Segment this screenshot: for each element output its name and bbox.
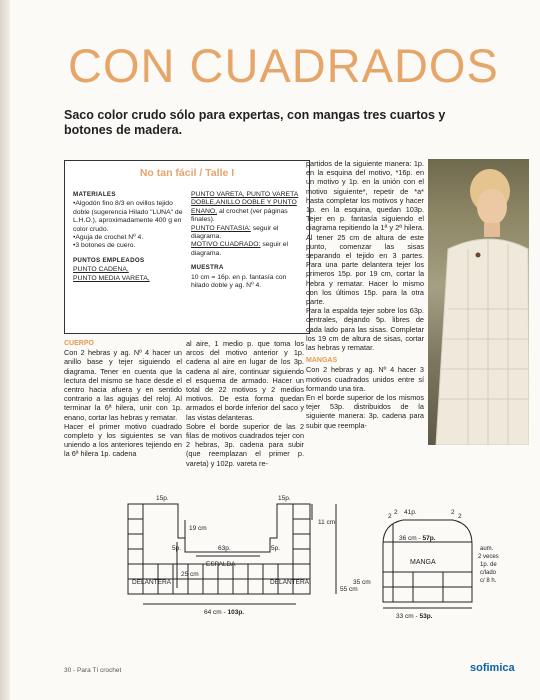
dim-2-c: 2 [451, 509, 455, 516]
section-heading-cuerpo: CUERPO [64, 340, 94, 347]
body-column-3 [306, 159, 424, 430]
materials-column [73, 191, 185, 283]
dim-19cm: 19 cm [189, 525, 207, 532]
label-manga: MANGA [410, 559, 436, 566]
body-column-2 [186, 339, 304, 468]
dim-63p: 63p. [218, 545, 231, 552]
page-title: CON CUADRADOS [68, 39, 499, 92]
info-box [64, 160, 310, 334]
body-and-sleeve-schematic [48, 484, 518, 649]
cuerpo-paragraph-2: Hacer el primer motivo cuadrado completo y los siguientes se van uniendo a los anteriores tejiendo en la 6ª hilera 1p. cadena [64, 421, 182, 459]
model-photo-illustration [428, 159, 529, 445]
stitch-motivo: MOTIVO CUADRADO: [191, 241, 261, 249]
mangas-paragraph-2: En el borde superior de los mismos tejer 53p. distribuidos de la siguiente manera: 3p. cadena para subir que reempla- [306, 393, 424, 430]
dim-2-a: 2 [388, 513, 392, 520]
stitch-motivo-note: seguir el diagrama. [191, 241, 289, 257]
dim-25cm: 25 cm [181, 571, 199, 578]
dim-55cm: 55 cm [340, 586, 358, 593]
gauge-heading: MUESTRA [191, 264, 224, 272]
gauge-text: 10 cm = 16p. en p. fantasía con hilado doble y ag. Nº 4. [191, 273, 287, 290]
materials-heading: MATERIALES [73, 191, 116, 198]
dim-5p-right: 5p. [271, 545, 281, 552]
dim-33cm: 33 cm - 53p. [396, 613, 433, 620]
mangas-paragraph-1: Con 2 hebras y ag. Nº 4 hacer 3 motivos cuadrados unidos entre sí formando una tira. [306, 365, 424, 393]
section-heading-mangas: MANGAS [306, 357, 338, 365]
increase-note-1: aum. [480, 546, 494, 552]
dim-2-b: 2 [394, 509, 398, 516]
page-footer: 30 - Para Tí crochet [64, 667, 122, 674]
label-espalda: ESPALDA [206, 561, 236, 568]
increase-note-2: 2 veces [478, 554, 499, 560]
schematic-diagrams [48, 484, 518, 649]
dim-5p-left: 5p. [172, 545, 182, 552]
dim-41p: 41p. [404, 509, 417, 516]
dim-15p-left: 15p. [156, 495, 169, 502]
increase-note-4: c/lado [480, 570, 497, 576]
stitch-vareta-note: al crochet (ver páginas finales). [191, 207, 288, 224]
cuerpo-paragraph-1: Con 2 hebras y ag. Nº 4 hacer un anillo base y tejer siguiendo el diagrama. Tener en cuenta que la lectura del mismo se hace desde el centro hacia afuera y en sentido contrario a las agujas del reloj. Al terminar la 6ª hilera, unir con 1p. enano, cortar las hebras y rematar. [64, 348, 182, 422]
dim-36cm: 36 cm - 57p. [399, 535, 436, 542]
stitch-vareta: PUNTO VARETA, PUNTO VARETA DOBLE,ANILLO DOBLE Y PUNTO ENANO, [191, 191, 299, 215]
difficulty-heading: No tan fácil / Talle I [139, 167, 235, 179]
brand-watermark: sofimica [470, 662, 515, 674]
stitch-fantasia: PUNTO FANTASIA: [191, 224, 251, 232]
page-subtitle: Saco color crudo sólo para expertas, con mangas tres cuartos y botones de madera. [64, 108, 446, 137]
stitch-media-vareta: PUNTO MEDIA VARETA, [73, 274, 150, 282]
dim-64cm: 64 cm - 103p. [204, 609, 245, 616]
increase-note-5: c/ 8 h. [480, 578, 497, 584]
cuerpo-paragraph-4: Sobre el borde superior de las 2 filas de motivos cuadrados tejer con 2 hebras, 3p. cadena para subir (que reemplazan el primer p. vareta) y 102p. vareta re- [186, 421, 304, 468]
materials-text: •Algodón fino 8/3 en ovillos tejido doble (sugerencia Hilado "LUNA" de L.H.O.), aproximadamente 400 g en color crudo. [73, 200, 183, 233]
cuerpo-paragraph-3: al aire, 1 medio p. que toma los arcos del motivo anterior y 1p. cadena al aire en lugar de los 3p. cadena al aire, continuar siguiendo el esquema de armado. Hacer un total de 22 motivos y 2 medios motivos. De esta forma quedan armados el borde inferior del saco y las vistas delanteras. [186, 339, 304, 422]
dim-35cm: 35 cm [353, 579, 371, 586]
needle-text: •Aguja de crochet Nº 4. [73, 234, 144, 242]
stitch-fantasia-note: seguir el diagrama. [191, 224, 279, 241]
cuerpo-paragraph-6: Para la espalda tejer sobre los 63p. centrales, dejando 5p. libres de cada lado para las sisas. Completar los 19 cm de altura de sisas, cortar las hebras y rematar. [306, 306, 424, 353]
dim-2-d: 2 [458, 513, 462, 520]
stitches-column [191, 191, 303, 290]
dim-15p-right: 15p. [278, 495, 291, 502]
buttons-text: •3 botones de cuero. [73, 242, 136, 250]
label-delantera-left: DELANTERA [132, 579, 172, 586]
increase-note-3: 1p. de [480, 562, 497, 568]
stitch-cadena: PUNTO CADENA, [73, 266, 129, 274]
stitches-heading: PUNTOS EMPLEADOS [73, 256, 145, 264]
body-column-1 [64, 339, 182, 459]
dim-11cm: 11 cm [318, 519, 336, 526]
label-delantera-right: DELANTERA [270, 579, 310, 586]
page-spine [0, 0, 10, 700]
model-photo [428, 159, 529, 445]
cuerpo-paragraph-5: partidos de la siguiente manera: 1p. en la esquina del motivo, *16p. en un motivo y 1p. en la unión con el motivo siguiente*, repetir de *a* hasta completar los motivos y hacer 1p. en la esquina, quedan 103p. Tejer en p. fantasía siguiendo el diagrama repitiendo la 1ª y 2ª hilera. Al tener 25 cm de altura de este punto, comenzar las sisas separando el tejido en 3 partes. Para una parte delantera tejer los primeros 15p. por 19 cm, cortar la hebra y rematar. Hacer lo mismo con los últimos 15p. para la otra parte. [306, 159, 424, 307]
